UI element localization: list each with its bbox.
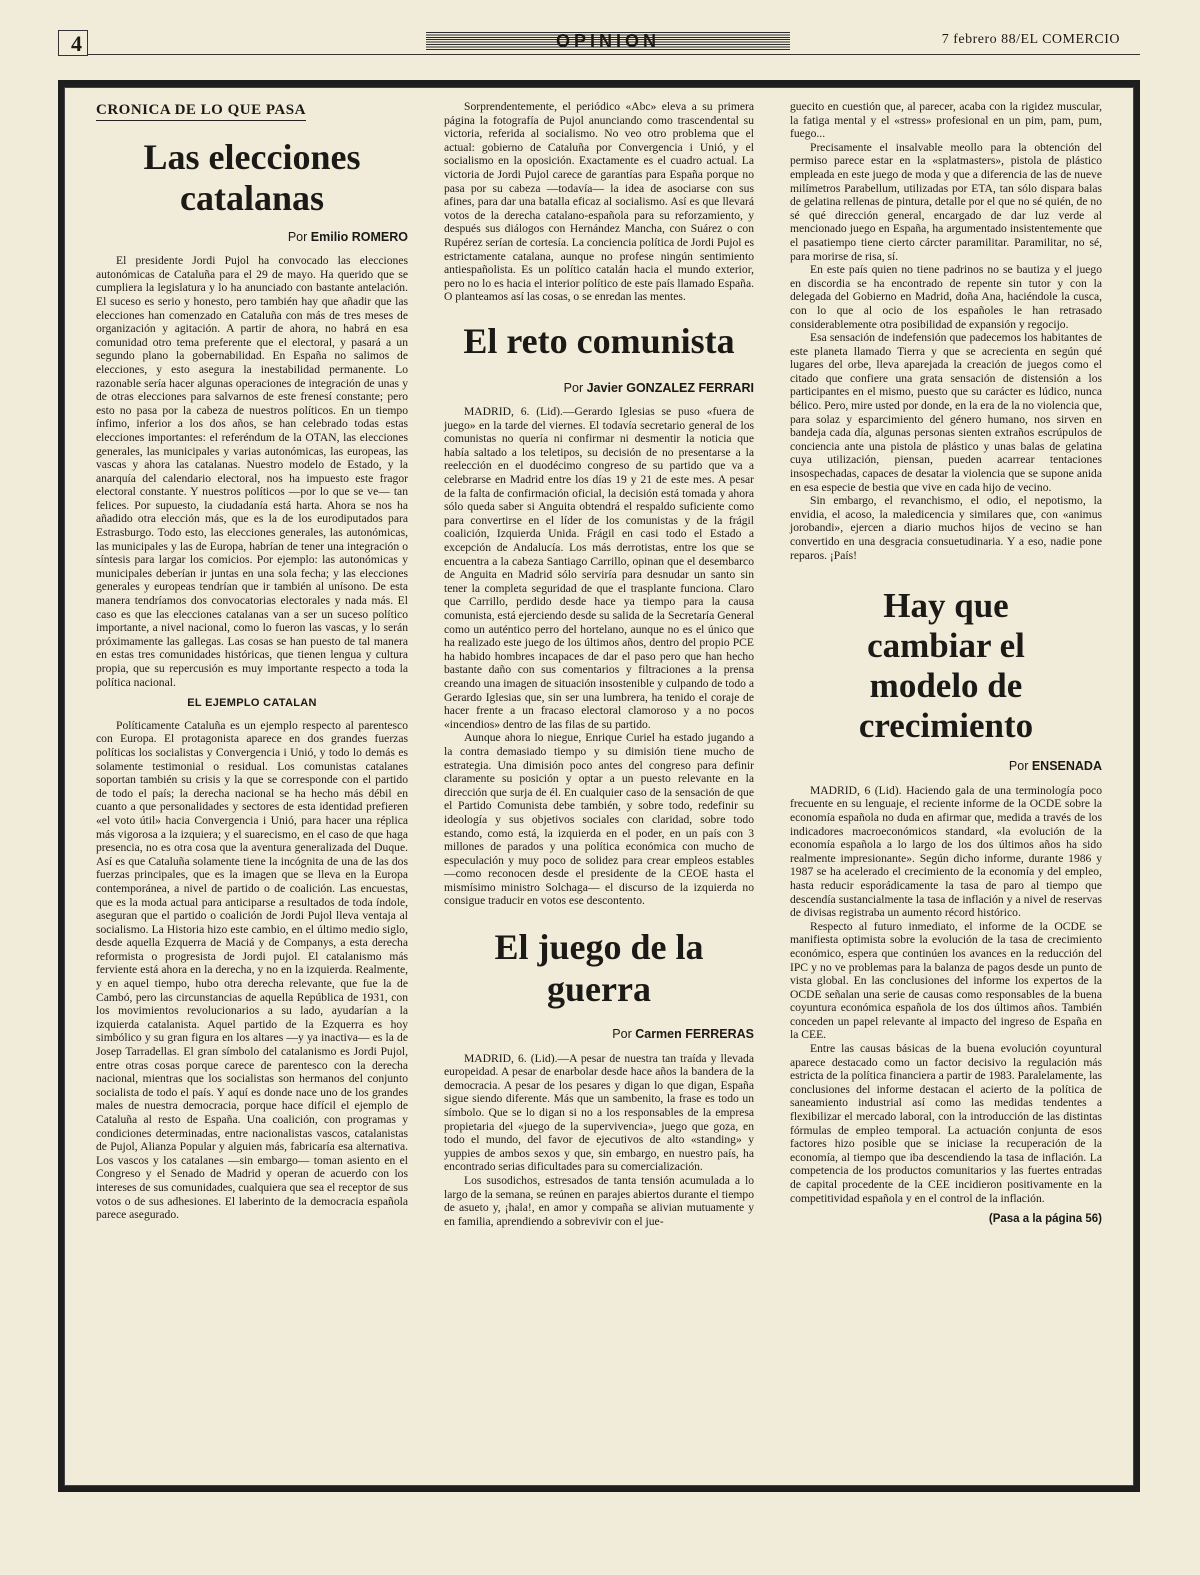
byline-author: Javier GONZALEZ FERRARI — [586, 380, 754, 395]
article-paragraph: Aunque ahora lo niegue, Enrique Curiel ha estado jugando a la contra demasiado tiempo y su dimisión tiene mucho de estrategia. Una dimisión poco antes del congreso para definir claramente su posición y optar a un puesto relevante en la dirección que surja de él. En cualquier caso de la sensación de que el Partido Comunista debe también, y sobre todo, redefinir su ideología y sus objetivos sociales con claridad, sobre todo estando, como está, la izquierda en el poder, en un país con 3 millones de parados y una política económica con mucho de especulación y muy poco de solidez para crear empleos estables —como reconocen desde el presidente de la CEOE hasta el mismísimo ministro Solchaga— el discurso de la izquierda no consigue traducir en votos ese descontento. — [444, 731, 754, 908]
section-kicker: CRONICA DE LO QUE PASA — [96, 104, 306, 121]
article-paragraph: En este país quien no tiene padrinos no se bautiza y el juego en discordia se ha encontrado de repente sin tutor y con la delegada del Gobierno en Madrid, doña Ana, haciéndole la cusca, con lo que al ocio de los españoles le han retrasado considerablemente otra posibilidad de expansión y regocijo. — [790, 263, 1102, 331]
subheading: EL EJEMPLO CATALAN — [187, 697, 317, 710]
byline-author: ENSENADA — [1031, 759, 1102, 774]
dateline: 7 febrero 88/EL COMERCIO — [941, 32, 1120, 47]
byline-ferreras — [444, 1028, 754, 1042]
headline-reto-comunista: El reto comunista — [463, 320, 735, 361]
article-paragraph: MADRID, 6. (Lid).—A pesar de nuestra tan traída y llevada europeidad. A pesar de enarbolar desde hace años la bandera de la democracia. A pesar de los pesares y digan lo que digan, España sigue siendo diferente. Más que un sambenito, la frase es todo un símbolo. Que se lo digan si no a los responsables de la empresa propietaria del «juego de la supervivencia», juego que goza, en todo el mundo, del favor de ejecutivos de alto «standing» y yuppies de ambos sexos y que, sin embargo, en nuestro país, ha encontrado serias dificultades para su comercialización. — [444, 1051, 754, 1174]
byline-ensenada — [790, 760, 1102, 774]
headline-elecciones: Las elecciones catalanas — [143, 136, 361, 218]
article-paragraph: Esa sensación de indefensión que padecemos los habitantes de este planeta llamado Tierra y que se acrecienta en según qué lugares del orbe, lleva aparejada la creación de juegos como el citado que confiere una grata sensación de distensión a los participantes en el mismo, puesto que su carácter es lúdico, nunca bélico. Pero, mire usted por donde, en la era de la no violencia que, para solaz y esparcimiento del género humano, nos sirven en bandeja cada día, algunas personas sienten extraños escrúpulos de conciencia ante una pistola de plástico y unas balas de gelatina cuya utilización, piensan, pueden acarrear tentaciones insospechadas, capaces de desatar la violencia que se supone anida en esa especie de bestia que vive en cada hijo de vecino. — [790, 331, 1102, 494]
column-1 — [96, 100, 408, 1222]
article-paragraph: Precisamente el insalvable meollo para la obtención del permiso parece estar en la «splatmasters», pistola de plástico empleada en este juego de moda y que a diferencia de las de nueve milímetros Parabellum, utilizadas por ETA, tan sólo dispara balas de gelatina rellenas de pintura, detalle por el que no sé quién, de no sé qué dirección general, encargado de dar luz verde al mencionado juego en España, ha argumentado insistentemente que el pasatiempo tiene cierto cárcter paramilitar. Paramilitar, no sé, para morirse de risa, sí. — [790, 140, 1102, 263]
article-paragraph: Respecto al futuro inmediato, el informe de la OCDE se manifiesta optimista sobre la evolución de la tasa de crecimiento económico, espera que continúen los avances en la reducción del IPC y no ve problemas para la balanza de pagos desde un punto de vista global. En las conclusiones del informe los expertos de la OCDE señalan una serie de causas como responsables de la buena coyuntura económica española de los dos últimos años. También conceden un papel relevante al impacto del ingreso de España en la CEE. — [790, 919, 1102, 1042]
article-paragraph: MADRID, 6 (Lid). Haciendo gala de una terminología poco frecuente en su lenguaje, el reciente informe de la OCDE sobre la economía española no duda en afirmar que, medida a través de los indicadores macroeconómicos standard, «la evolución de la economía española a lo largo de los dos últimos años ha sido realmente impresionante». Según dicho informe, durante 1986 y 1987 se ha acelerado el crecimiento de la economía y del empleo, hasta reducir esporádicamente la tasa de paro al tiempo que descendía sustancialmente la tasa de inflación y a nivel de reservas de divisas registraba un aumento récord histórico. — [790, 783, 1102, 920]
article-paragraph: Los susodichos, estresados de tanta tensión acumulada a lo largo de la semana, se reúnen en parajes abiertos durante el tiempo de asueto y, ¡hala!, en amor y compaña se alivian mutuamente y en familia, aprendiendo a sobrevivir con el jue- — [444, 1174, 754, 1228]
column-3 — [790, 100, 1102, 1227]
headline-modelo-crecimiento: Hay que cambiar el modelo de crecimiento — [858, 586, 1034, 746]
byline-prefix: Por — [563, 380, 584, 395]
article-paragraph: El presidente Jordi Pujol ha convocado las elecciones autonómicas de Cataluña para el 29 de mayo. Ha querido que se cumpliera la legislatura y lo ha anunciado con bastante antelación. El suceso es serio y honesto, pero también hay que añadir que las elecciones han comenzado en Cataluña con más de tres meses de organización y agitación. A partir de ahora, no habrá en esa comunidad otro tema preferente que el electoral, y pasará a un segundo plano la gobernabilidad. En España no salimos de elecciones, y esto asegura la inestabilidad permanente. Lo razonable sería hacer algunas operaciones de integración de unas y de otras elecciones para salvarnos de este frenesí constante; pero esto no pasa por la cabeza de nuestros políticos. En un tiempo ínfimo, inferior a los dos años, se han celebrado todas estas elecciones importantes: el referéndum de la OTAN, las elecciones generales, las municipales y varias autonómicas, las europeas, las vascas y ahora las catalanas. Nuestro modelo de Estado, y la anarquía del calendario electoral, nos ha impuesto este fragor electoral constante. Y nuestros políticos —por lo que se ve— tan felices. Por supuesto, la ciudadanía está harta. Ahora se nos ha añadido otra elección más, que es la de los eurodiputados para Estrasburgo. Todo esto, las elecciones generales, las autonómicas, las municipales y las de Europa, habrían de tener una integración o síntesis para largar los comicios. Por ejemplo: las autonómicas y municipales deberían ir juntas en una sola fecha; y las elecciones generales y europeas tendrían que ir también al unísono. De esta manera tendríamos dos convocatorias electorales y nada más. El caso es que las elecciones catalanas van a ser un suceso político importante, a nivel nacional, como lo fueron las vascas, y lo serán próximamente las gallegas. Las cosas se han puesto de tal manera en estas tres comunidades históricas, que tienen lengua y cultura propia, que su repercusión es muy importante respecto a toda la política nacional. — [96, 254, 408, 689]
article-paragraph: MADRID, 6. (Lid).—Gerardo Iglesias se puso «fuera de juego» en la tarde del viernes. El todavía secretario general de los comunistas no quería ni confirmar ni desmentir la noticia que había saltado a los teletipos, su decisión de no presentarse a la reelección en el duodécimo congreso de su partido que va a celebrarse en Madrid entre los días 19 y 21 de este mes. A pesar de la falta de confirmación oficial, la decisión está tomada y ahora sólo queda saber si Anguita obtendrá el respaldo suficiente como para convertirse en el líder de los comunistas y de la frágil coalición, Izquierda Unida. Frágil en casi todo el Estado a excepción de Andalucía. Los más derrotistas, entre los que se encuentra a la cabeza Santiago Carrillo, opinan que el desembarco de Anguita en Madrid sólo serviría para desnudar un santo sin tener la completa seguridad de que el trasplante funciona. Claro que Carrillo, perdido desde hace ya tiempo para la causa comunista, está ejerciendo desde su salida de la Secretaría General como un auténtico perro del hortelano, aunque no es el único que ha realizado este juego de los últimos años, dentro del propio PCE ha habido hombres incapaces de dar el paso pero que han hecho bastante daño con sus comentarios y filtraciones a la prensa creando una imagen de situación insostenible y culpando de todo a Gerardo Iglesias que, sin ser una lumbrera, ha tenido el coraje de hacer frente a un fracaso electoral clamoroso y a no pocos «incendios» dentro de las filas de su partido. — [444, 405, 754, 731]
byline-romero — [96, 231, 408, 245]
page-header — [58, 30, 1140, 56]
headline-juego-guerra: El juego de la guerra — [494, 927, 704, 1010]
byline-prefix: Por — [287, 229, 308, 244]
header-rule — [88, 54, 1140, 55]
byline-prefix: Por — [612, 1027, 632, 1042]
byline-author: Emilio ROMERO — [310, 229, 408, 244]
page-number: 4 — [58, 30, 88, 56]
article-paragraph: Políticamente Cataluña es un ejemplo respecto al parentesco con Europa. El protagonista aparece en dos grandes fuerzas políticas los socialistas y Convergencia i Unió, y todo lo demás es solamente testimonial o residual. Los comunistas catalanes soportan también su crisis y la que se corresponde con el partido de todo el país; la derecha nacional se ha hecho más débil en cuanto a que personalidades y sectores de esta identidad prefieren «el voto útil» hacia Convergencia i Unió, para hacer una réplica más vigorosa a la izquiera; y el suarecismo, en el caso de que haga presencia, no es otra cosa que la aventura generalizada del Duque. Así es que Cataluña solamente tiene la incógnita de una de las dos fuerzas principales, que es la imagen que se lleva en la Europa contemporánea, a nivel de partido o de coalición. Las encuestas, que es la moda actual para anticiparse a resultados de toda índole, aseguran que el partido o coalición de Jordi Pujol lleva ventaja al socialismo. La Historia hizo este cambio, en el último medio siglo, desde aquella Ezquerra de Maciá y de Companys, a esta derecha reformista o progresista de Jordi pujol. El catalanismo más ferviente está ahora en la derecha, y no en la izquierda. Realmente, y en aquel tiempo, hubo otra derecha relevante, que fue la de Cambó, pero las circunstancias de aquella República de 1931, con los movimientos revolucionarios a su lado, ayudarían a la izquierda catalanista. Aquel partido de la Ezquerra es hoy simbólico y su gran figura en los altares —y ya inactiva— es la de Josep Tarradellas. El gran símbolo del catalanismo es Jordi Pujol, entre otras cosas porque carece de parentesco con la derecha nacional, mientras que los socialistas son hermanos del conjunto socialista de todo el país. Y aquí es donde nace uno de los grandes males de nuestra democracia, porque hace difícil el ejemplo de Cataluña al resto de España. Una coalición, con programas y condiciones determinadas, entre nacionalistas vascos, catalanistas de Pujol, Alianza Popular y alguien más, fabricaría esa alternativa. Los vascos y los catalanes —sin embargo— toman asiento en el Congreso y el Senado de Madrid y operan de acuerdo con los intereses de sus comunidades, cualquiera que sea el receptor de sus votos o de sus adhesiones. El laberinto de la democracia española parece asegurado. — [96, 718, 408, 1222]
byline-author: Carmen FERRERAS — [635, 1027, 754, 1042]
article-paragraph: guecito en cuestión que, al parecer, acaba con la rigidez muscular, la fatiga mental y el «stress» profesional en un pim, pam, pum, fuego... — [790, 100, 1102, 141]
column-2 — [444, 100, 754, 1228]
section-title: OPINION — [426, 32, 790, 50]
continuation-note: (Pasa a la página 56) — [988, 1213, 1102, 1226]
article-paragraph: Entre las causas básicas de la buena evolución coyuntural aparece destacado como un factor decisivo la regulación más estricta de la política financiera a partir de 1983. Paralelamente, las conclusiones del informe destacan el acierto de la política de saneamiento industrial así como las medidas tendentes a flexibilizar el mercado laboral, con la introducción de las distintas fórmulas de empleo temporal. La actuación conjunta de esos factores hizo posible que se iniciase la recuperación de la economía, al tiempo que iba descendiendo la tasa de inflación. La competencia de los productos comunitarios y las fuertes entradas de capital procedente de la CEE incidieron positivamente en la competitividad española y en el control de la inflación. — [790, 1042, 1102, 1205]
byline-prefix: Por — [1008, 759, 1029, 774]
article-paragraph: Sin embargo, el revanchismo, el odio, el nepotismo, la envidia, el acoso, la maledicencia y similares que, con «animus jorobandi», ejercen a diario muchos hijos de vecino se han convertido en una desgracia consuetudinaria. Y a eso, nadie pone reparos. ¡País! — [790, 494, 1102, 562]
article-paragraph: Sorprendentemente, el periódico «Abc» eleva a su primera página la fotografía de Pujol anunciando como trascendental su victoria, referida al socialismo. No veo otro problema que el actual: gobierno de Cataluña por Convergencia i Unió, y el socialismo en la oposición. Exactamente es el cuadro actual. La victoria de Jordi Pujol carece de garantías para España porque no pasa por su cabeza —todavía— la idea de asociarse con sus afines, para dar una batalla eficaz al socialismo. Así es que llevará votos de la derecha catalano-española para su reforzamiento, y después sus diálogos con Hernández Mancha, con Suárez o con Rupérez serían de cortesía. La conciencia política de Jordi Pujol es estrictamente catalana, aunque no profese ningún sentimiento antiespañolista. Es un político catalán hacia el mundo exterior, pero no lo es hacia el interior político de este país llamado España. O planteamos así las cosas, o se enredan las mentes. — [444, 100, 755, 304]
byline-gonzalez-ferrari — [444, 382, 754, 396]
